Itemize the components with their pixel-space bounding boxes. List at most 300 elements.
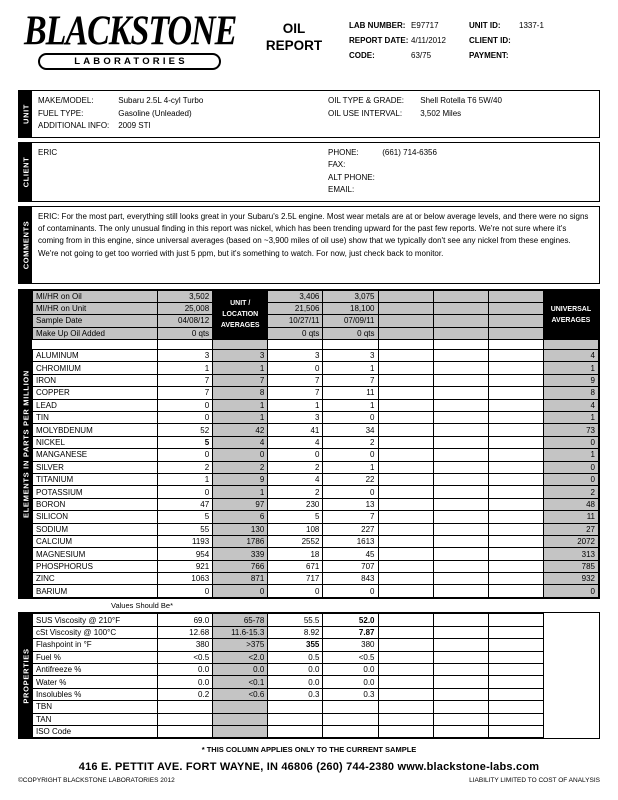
universal-column-header: UNIVERSAL AVERAGES	[543, 290, 598, 340]
element-current: 0	[158, 585, 213, 597]
element-avg: 0	[213, 449, 268, 461]
report-date-row	[349, 33, 600, 48]
elements-table	[32, 290, 599, 598]
table-row	[33, 473, 599, 485]
property-s5	[488, 614, 543, 626]
element-s1: 2	[268, 486, 323, 498]
element-s1: 0	[268, 449, 323, 461]
property-s5	[488, 725, 543, 737]
element-s2: 0	[323, 585, 378, 597]
element-label: TIN	[33, 412, 158, 424]
table-row	[33, 449, 599, 461]
email-label: EMAIL:	[328, 185, 355, 194]
element-s5	[488, 387, 543, 399]
element-s2: 1	[323, 461, 378, 473]
property-s5	[488, 688, 543, 700]
element-s1: 2552	[268, 535, 323, 547]
element-s2: 34	[323, 424, 378, 436]
element-universal: 313	[543, 548, 598, 560]
element-s2: 7	[323, 374, 378, 386]
element-label: SILVER	[33, 461, 158, 473]
property-label: TBN	[33, 701, 158, 713]
comments-section-tab: COMMENTS	[19, 207, 32, 283]
info-label-2: Sample Date	[33, 315, 158, 327]
logo-subtitle: LABORATORIES	[38, 53, 221, 70]
element-s1: 4	[268, 473, 323, 485]
element-label: BARIUM	[33, 585, 158, 597]
table-row	[33, 614, 599, 626]
property-s5	[488, 639, 543, 651]
property-s5	[488, 701, 543, 713]
table-row	[33, 412, 599, 424]
info-row-3	[33, 327, 599, 339]
property-s3	[378, 626, 433, 638]
element-avg: 339	[213, 548, 268, 560]
info-label-0: MI/HR on Oil	[33, 290, 158, 302]
element-s2: 1	[323, 399, 378, 411]
property-current	[158, 713, 213, 725]
unit-section	[18, 90, 600, 138]
element-avg: 8	[213, 387, 268, 399]
property-current: <0.5	[158, 651, 213, 663]
client-section	[18, 142, 600, 202]
element-current: 5	[158, 436, 213, 448]
info-s5-3	[488, 327, 543, 339]
element-s5	[488, 362, 543, 374]
element-s5	[488, 523, 543, 535]
element-label: LEAD	[33, 399, 158, 411]
comments-section-body	[32, 207, 599, 283]
property-s3	[378, 713, 433, 725]
element-s4	[433, 486, 488, 498]
element-s4	[433, 548, 488, 560]
property-s5	[488, 626, 543, 638]
element-universal: 932	[543, 573, 598, 585]
elements-table-wrapper	[18, 289, 600, 599]
table-row	[33, 424, 599, 436]
element-label: SODIUM	[33, 523, 158, 535]
property-s1: 0.0	[268, 663, 323, 675]
element-avg: 9	[213, 473, 268, 485]
copyright-text: ©COPYRIGHT BLACKSTONE LABORATORIES 2012	[18, 777, 175, 785]
property-label: Flashpoint in °F	[33, 639, 158, 651]
element-s2: 0	[323, 412, 378, 424]
element-s3	[378, 362, 433, 374]
info-s5-2	[488, 315, 543, 327]
element-avg: 1	[213, 486, 268, 498]
property-s1	[268, 701, 323, 713]
element-s4	[433, 387, 488, 399]
element-s4	[433, 535, 488, 547]
element-s5	[488, 548, 543, 560]
unit-section-body	[32, 91, 599, 137]
element-s3	[378, 486, 433, 498]
property-s1: 0.0	[268, 676, 323, 688]
additional-info-label: ADDITIONAL INFO:	[38, 121, 110, 130]
property-s2: 52.0	[323, 614, 378, 626]
element-s2: 2	[323, 436, 378, 448]
element-s4	[433, 449, 488, 461]
element-label: ALUMINUM	[33, 350, 158, 362]
element-current: 47	[158, 498, 213, 510]
element-label: IRON	[33, 374, 158, 386]
report-title-line1: OIL	[282, 21, 306, 36]
element-s4	[433, 399, 488, 411]
property-label: Fuel %	[33, 651, 158, 663]
element-s5	[488, 412, 543, 424]
phone-value: (661) 714-6356	[382, 147, 437, 157]
property-s1	[268, 713, 323, 725]
property-label: cSt Viscosity @ 100°C	[33, 626, 158, 638]
element-s5	[488, 560, 543, 572]
element-s1: 1	[268, 399, 323, 411]
element-s5	[488, 486, 543, 498]
element-s1: 7	[268, 374, 323, 386]
property-avg: <2.0	[213, 651, 268, 663]
table-row	[33, 701, 599, 713]
client-fax-row	[328, 159, 437, 172]
property-s5	[488, 663, 543, 675]
element-avg: 42	[213, 424, 268, 436]
property-avg: 11.6-15.3	[213, 626, 268, 638]
element-s3	[378, 399, 433, 411]
table-row	[33, 461, 599, 473]
payment-label: PAYMENT:	[469, 51, 509, 60]
company-logo	[18, 8, 239, 70]
properties-table-tab: PROPERTIES	[19, 613, 32, 738]
element-s3	[378, 461, 433, 473]
property-s3	[378, 663, 433, 675]
values-should-be-caption: Values Should Be*	[111, 600, 173, 610]
element-universal: 0	[543, 436, 598, 448]
info-s1-3: 0 qts	[268, 327, 323, 339]
element-s3	[378, 424, 433, 436]
property-s3	[378, 725, 433, 737]
info-s5-0	[488, 290, 543, 302]
element-label: TITANIUM	[33, 473, 158, 485]
element-s1: 2	[268, 461, 323, 473]
element-s4	[433, 560, 488, 572]
info-s1-0: 3,406	[268, 290, 323, 302]
report-date-label: REPORT DATE:	[349, 36, 409, 45]
element-current: 921	[158, 560, 213, 572]
unit-id-label: UNIT ID:	[469, 21, 501, 30]
element-s1: 230	[268, 498, 323, 510]
table-row	[33, 362, 599, 374]
table-row	[33, 560, 599, 572]
unit-section-tab: UNIT	[19, 91, 32, 137]
element-s1: 3	[268, 350, 323, 362]
report-title-line2: REPORT	[265, 38, 323, 53]
company-address: 416 E. PETTIT AVE. FORT WAYNE, IN 46806 (260) 744-2380 www.blackstone-labs.com	[78, 761, 540, 774]
element-s5	[488, 498, 543, 510]
element-s4	[433, 374, 488, 386]
info-s1-2: 10/27/11	[268, 315, 323, 327]
element-s3	[378, 548, 433, 560]
property-s4	[433, 701, 488, 713]
info-s4-1	[433, 302, 488, 314]
property-label: Insolubles %	[33, 688, 158, 700]
property-s2: 0.0	[323, 663, 378, 675]
oil-interval-label: OIL USE INTERVAL:	[328, 108, 403, 118]
element-s3	[378, 412, 433, 424]
property-s2: 0.3	[323, 688, 378, 700]
elements-table-tab: ELEMENTS IN PARTS PER MILLION	[19, 290, 32, 598]
table-row	[33, 725, 599, 737]
element-s5	[488, 511, 543, 523]
make-model-label: MAKE/MODEL:	[38, 96, 94, 105]
element-avg: 1	[213, 362, 268, 374]
property-s4	[433, 713, 488, 725]
element-s4	[433, 585, 488, 597]
info-s2-0: 3,075	[323, 290, 378, 302]
element-s4	[433, 498, 488, 510]
element-s4	[433, 350, 488, 362]
info-s2-1: 18,100	[323, 302, 378, 314]
property-current	[158, 725, 213, 737]
table-row	[33, 436, 599, 448]
element-universal: 9	[543, 374, 598, 386]
info-s4-2	[433, 315, 488, 327]
element-s5	[488, 350, 543, 362]
table-row	[33, 511, 599, 523]
element-s5	[488, 374, 543, 386]
property-s2: <0.5	[323, 651, 378, 663]
element-current: 0	[158, 399, 213, 411]
report-date-value: 4/11/2012	[411, 36, 446, 45]
element-label: COPPER	[33, 387, 158, 399]
element-s2: 3	[323, 350, 378, 362]
element-current: 0	[158, 486, 213, 498]
element-s3	[378, 585, 433, 597]
elements-rows	[33, 350, 599, 598]
property-avg	[213, 725, 268, 737]
property-s2: 7.87	[323, 626, 378, 638]
code-row	[349, 48, 600, 63]
property-s1: 0.5	[268, 651, 323, 663]
property-s1: 0.3	[268, 688, 323, 700]
info-row-1	[33, 302, 599, 314]
report-metadata	[349, 12, 600, 63]
fuel-type-value: Gasoline (Unleaded)	[118, 108, 192, 118]
info-s2-2: 07/09/11	[323, 315, 378, 327]
element-label: MAGNESIUM	[33, 548, 158, 560]
property-label: SUS Viscosity @ 210°F	[33, 614, 158, 626]
lab-number-row	[349, 18, 600, 33]
element-s2: 843	[323, 573, 378, 585]
property-avg: 0.0	[213, 663, 268, 675]
table-row	[33, 486, 599, 498]
property-s4	[433, 626, 488, 638]
property-s4	[433, 725, 488, 737]
element-current: 5	[158, 511, 213, 523]
element-s2: 13	[323, 498, 378, 510]
code-label: CODE:	[349, 51, 375, 60]
element-s4	[433, 511, 488, 523]
element-s4	[433, 461, 488, 473]
property-s4	[433, 676, 488, 688]
property-avg: <0.1	[213, 676, 268, 688]
table-row	[33, 626, 599, 638]
element-avg: 1	[213, 412, 268, 424]
info-current-3: 0 qts	[158, 327, 213, 339]
element-s3	[378, 560, 433, 572]
property-s2	[323, 701, 378, 713]
table-row	[33, 651, 599, 663]
alt-phone-label: ALT PHONE:	[328, 172, 375, 182]
element-s5	[488, 424, 543, 436]
oil-type-row	[328, 95, 502, 108]
property-current	[158, 701, 213, 713]
property-s2	[323, 725, 378, 737]
element-current: 2	[158, 461, 213, 473]
element-s4	[433, 424, 488, 436]
element-label: MOLYBDENUM	[33, 424, 158, 436]
property-s2	[323, 713, 378, 725]
property-s2: 380	[323, 639, 378, 651]
info-s3-3	[378, 327, 433, 339]
element-avg: 4	[213, 436, 268, 448]
property-s5	[488, 713, 543, 725]
element-universal: 4	[543, 399, 598, 411]
unit-id-value: 1337-1	[519, 21, 544, 30]
code-value: 63/75	[411, 51, 432, 60]
lab-number-value: E97717	[411, 21, 439, 30]
element-avg: 97	[213, 498, 268, 510]
element-universal: 1	[543, 449, 598, 461]
element-s4	[433, 436, 488, 448]
info-s3-2	[378, 315, 433, 327]
element-s4	[433, 412, 488, 424]
property-avg	[213, 713, 268, 725]
comments-section	[18, 206, 600, 284]
client-section-body	[32, 143, 599, 201]
property-avg: <0.6	[213, 688, 268, 700]
oil-type-value: Shell Rotella T6 5W/40	[420, 96, 502, 105]
table-row	[33, 713, 599, 725]
element-universal: 48	[543, 498, 598, 510]
property-s3	[378, 676, 433, 688]
property-avg: 65-78	[213, 614, 268, 626]
liability-text: LIABILITY LIMITED TO COST OF ANALYSIS	[469, 777, 600, 785]
element-s2: 11	[323, 387, 378, 399]
lab-number-label: LAB NUMBER:	[349, 21, 406, 30]
element-universal: 0	[543, 585, 598, 597]
element-s2: 1	[323, 362, 378, 374]
element-current: 0	[158, 412, 213, 424]
element-current: 7	[158, 387, 213, 399]
table-row	[33, 374, 599, 386]
element-s3	[378, 473, 433, 485]
table-row	[33, 523, 599, 535]
property-s1: 355	[268, 639, 323, 651]
property-s4	[433, 614, 488, 626]
element-s5	[488, 535, 543, 547]
property-current: 69.0	[158, 614, 213, 626]
property-s4	[433, 651, 488, 663]
element-current: 1	[158, 362, 213, 374]
property-label: Antifreeze %	[33, 663, 158, 675]
current-sample-note: * THIS COLUMN APPLIES ONLY TO THE CURRENT SAMPLE	[201, 745, 417, 755]
element-avg: 871	[213, 573, 268, 585]
info-current-2: 04/08/12	[158, 315, 213, 327]
element-s5	[488, 473, 543, 485]
element-s3	[378, 387, 433, 399]
fuel-type-row	[38, 108, 328, 121]
info-s3-1	[378, 302, 433, 314]
property-s3	[378, 639, 433, 651]
property-s5	[488, 651, 543, 663]
property-current: 0.0	[158, 663, 213, 675]
oil-interval-row	[328, 108, 502, 121]
table-row	[33, 585, 599, 597]
property-s3	[378, 614, 433, 626]
property-s3	[378, 651, 433, 663]
property-s2: 0.0	[323, 676, 378, 688]
element-s3	[378, 523, 433, 535]
element-avg: 2	[213, 461, 268, 473]
element-avg: 0	[213, 585, 268, 597]
info-s3-0	[378, 290, 433, 302]
element-s5	[488, 573, 543, 585]
property-s4	[433, 688, 488, 700]
table-row	[33, 535, 599, 547]
property-label: Water %	[33, 676, 158, 688]
element-universal: 785	[543, 560, 598, 572]
element-universal: 2	[543, 486, 598, 498]
info-s5-1	[488, 302, 543, 314]
info-label-1: MI/HR on Unit	[33, 302, 158, 314]
element-s2: 45	[323, 548, 378, 560]
element-s1: 717	[268, 573, 323, 585]
element-avg: 130	[213, 523, 268, 535]
element-s1: 41	[268, 424, 323, 436]
client-name: ERIC	[38, 147, 58, 157]
element-s2: 1613	[323, 535, 378, 547]
client-id-label: CLIENT ID:	[469, 36, 511, 45]
element-current: 0	[158, 449, 213, 461]
client-section-tab: CLIENT	[19, 143, 32, 201]
element-s1: 0	[268, 362, 323, 374]
element-label: PHOSPHORUS	[33, 560, 158, 572]
element-avg: 1786	[213, 535, 268, 547]
element-s4	[433, 523, 488, 535]
info-row-0	[33, 290, 599, 302]
element-label: CHROMIUM	[33, 362, 158, 374]
element-s1: 108	[268, 523, 323, 535]
logo-wordmark: BLACKSTONE	[24, 8, 237, 55]
element-s1: 7	[268, 387, 323, 399]
element-s1: 5	[268, 511, 323, 523]
element-s4	[433, 573, 488, 585]
elements-table-body	[33, 290, 599, 350]
element-s2: 22	[323, 473, 378, 485]
table-row	[33, 573, 599, 585]
info-s4-0	[433, 290, 488, 302]
property-s1: 8.92	[268, 626, 323, 638]
element-universal: 1	[543, 362, 598, 374]
element-s5	[488, 449, 543, 461]
element-current: 954	[158, 548, 213, 560]
element-label: CALCIUM	[33, 535, 158, 547]
element-s2: 7	[323, 511, 378, 523]
element-universal: 1	[543, 412, 598, 424]
element-universal: 2072	[543, 535, 598, 547]
oil-interval-value: 3,502 Miles	[420, 108, 462, 118]
property-avg	[213, 701, 268, 713]
element-current: 7	[158, 374, 213, 386]
info-s2-3: 0 qts	[323, 327, 378, 339]
